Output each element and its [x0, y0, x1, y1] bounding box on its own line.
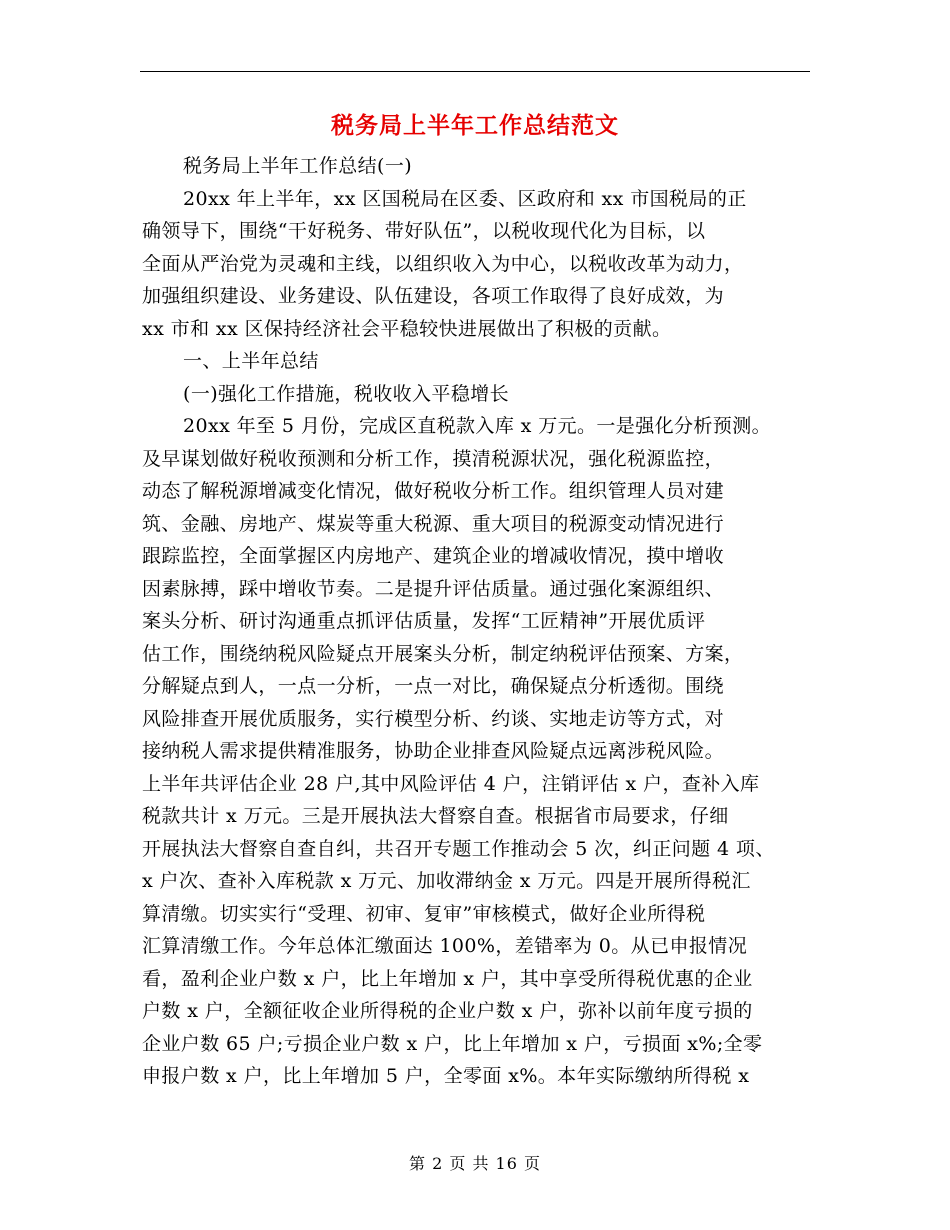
body-line: 动态了解税源增减变化情况，做好税收分析工作。组织管理人员对建 — [142, 480, 725, 502]
body-line: 分解疑点到人，一点一分析，一点一对比，确保疑点分析透彻。围绕 — [142, 675, 725, 697]
body-line: 跟踪监控，全面掌握区内房地产、建筑企业的增减收情况，摸中增收 — [142, 545, 725, 567]
body-line: (一)强化工作措施，税收收入平稳增长 — [183, 382, 510, 405]
body-line: 风险排查开展优质服务，实行模型分析、约谈、实地走访等方式，对 — [142, 707, 725, 730]
header-rule — [140, 71, 810, 72]
body-line: 确领导下，围绕“干好税务、带好队伍”，以税收现代化为目标，以 — [142, 220, 706, 242]
body-line: 及早谋划做好税收预测和分析工作，摸清税源状况，强化税源监控， — [142, 447, 725, 470]
body-line: 税款共计 x 万元。三是开展执法大督察自查。根据省市局要求，仔细 — [142, 805, 729, 827]
body-line: 税务局上半年工作总结(一) — [183, 155, 413, 177]
body-line: 企业户数 65 户;亏损企业户数 x 户，比上年增加 x 户，亏损面 x%;全零 — [142, 1032, 763, 1055]
body-line: 接纳税人需求提供精准服务，协助企业排查风险疑点远离涉税风险。 — [142, 740, 725, 762]
body-line: 汇算清缴工作。今年总体汇缴面达 100%，差错率为 0。从已申报情况 — [142, 935, 748, 957]
body-line: x 户次、查补入库税款 x 万元、加收滞纳金 x 万元。四是开展所得税汇 — [142, 870, 751, 892]
document-title: 税务局上半年工作总结范文 — [331, 113, 619, 139]
body-line: 20xx 年上半年，xx 区国税局在区委、区政府和 xx 市国税局的正 — [183, 187, 747, 210]
body-line: 估工作，围绕纳税风险疑点开展案头分析，制定纳税评估预案、方案， — [142, 642, 744, 665]
body-line: 筑、金融、房地产、煤炭等重大税源、重大项目的税源变动情况进行 — [142, 512, 725, 535]
body-line: 上半年共评估企业 28 户,其中风险评估 4 户，注销评估 x 户，查补入库 — [142, 772, 760, 795]
body-line: 因素脉搏，踩中增收节奏。二是提升评估质量。通过强化案源组织、 — [142, 577, 725, 600]
body-line: 一、上半年总结 — [183, 350, 319, 372]
body-line: 申报户数 x 户，比上年增加 5 户，全零面 x%。本年实际缴纳所得税 x — [142, 1065, 750, 1087]
body-line: xx 市和 xx 区保持经济社会平稳较快进展做出了积极的贡献。 — [142, 317, 672, 340]
document-body — [142, 150, 832, 1093]
body-line: 全面从严治党为灵魂和主线，以组织收入为中心，以税收改革为动力， — [142, 252, 744, 275]
body-line: 户数 x 户，全额征收企业所得税的企业户数 x 户，弥补以前年度亏损的 — [142, 1000, 753, 1022]
body-line: 20xx 年至 5 月份，完成区直税款入库 x 万元。一是强化分析预测。 — [183, 415, 772, 437]
body-line: 加强组织建设、业务建设、队伍建设，各项工作取得了良好成效，为 — [142, 285, 725, 307]
page-number: 第 2 页 共 16 页 — [409, 1154, 541, 1173]
body-line: 开展执法大督察自查自纠，共召开专题工作推动会 5 次，纠正问题 4 项、 — [142, 837, 775, 860]
body-line: 算清缴。切实实行“受理、初审、复审”审核模式，做好企业所得税 — [142, 902, 706, 925]
body-line: 案头分析、研讨沟通重点抓评估质量，发挥“工匠精神”开展优质评 — [142, 610, 706, 632]
body-line: 看，盈利企业户数 x 户，比上年增加 x 户，其中享受所得税优惠的企业 — [142, 967, 753, 990]
